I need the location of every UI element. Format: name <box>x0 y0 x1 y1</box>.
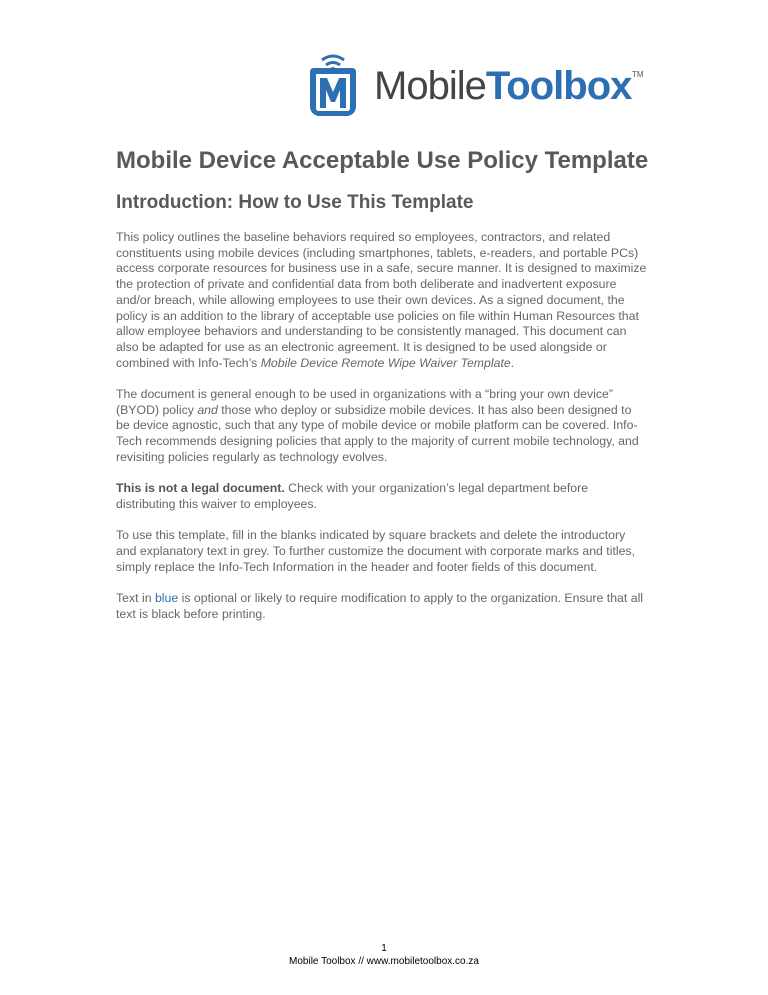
mobile-toolbox-logo-icon <box>300 50 366 120</box>
legal-disclaimer-bold: This is not a legal document. <box>116 481 285 496</box>
paragraph-line: the protection of private and confidential data from both deliberate and inadvertent exposure <box>116 277 617 292</box>
paragraph-line: be device agnostic, such that any type of mobile device or mobile platform can be covered. Info- <box>116 418 638 433</box>
trademark-mark: TM <box>632 70 644 79</box>
page-number: 1 <box>381 943 387 954</box>
emphasis-and: and <box>197 402 218 417</box>
paragraph-line: Text in blue is optional or likely to require modification to apply to the organization. Ensure that all <box>116 591 644 606</box>
paragraph-line: (BYOD) policy and those who deploy or subsidize mobile devices. It has also been designed to <box>116 402 632 417</box>
document-title: Mobile Device Acceptable Use Policy Template <box>116 147 649 174</box>
paragraph-line: and/or breach, while allowing employees to use their own devices. As a signed document, the <box>116 292 625 307</box>
footer-text: Mobile Toolbox // www.mobiletoolbox.co.za <box>289 956 479 967</box>
logo-wordmark: MobileToolbox <box>374 64 632 108</box>
paragraph-line: combined with Info-Tech’s Mobile Device Remote Wipe Waiver Template. <box>116 355 515 370</box>
paragraph-line: revisiting policies regularly as technology evolves. <box>116 449 388 464</box>
paragraph-line: To use this template, fill in the blanks indicated by square brackets and delete the introductory <box>116 528 626 543</box>
section-heading: Introduction: How to Use This Template <box>116 192 474 213</box>
paragraph-line: distributing this waiver to employees. <box>116 496 317 511</box>
legal-disclaimer-paragraph <box>116 481 676 512</box>
paragraph-line: allow employee behaviors and understanding to be consistently managed. This document can <box>116 324 627 339</box>
paragraph-line: access corporate resources for business use in a safe, secure manner. It is designed to maximize <box>116 261 647 276</box>
paragraph-line: This policy outlines the baseline behaviors required so employees, contractors, and related <box>116 230 611 244</box>
paragraph-line: also be adapted for use as an electronic agreement. It is designed to be used alongside or <box>116 339 607 354</box>
scope-paragraph <box>116 387 676 466</box>
paragraph-line: policy is an addition to the library of acceptable use policies on file within Human Resources that <box>116 308 639 323</box>
paragraph-line: This is not a legal document. Check with your organization’s legal department before <box>116 481 589 496</box>
paragraph-line: simply replace the Info-Tech Information in the header and footer fields of this document. <box>116 559 598 574</box>
instructions-paragraph <box>116 528 676 575</box>
referenced-template-title: Mobile Device Remote Wipe Waiver Template <box>260 355 511 370</box>
paragraph-line: The document is general enough to be used in organizations with a “bring your own device” <box>116 387 613 402</box>
color-note-paragraph <box>116 591 676 622</box>
brand-logo <box>300 50 660 120</box>
blue-text-sample: blue <box>154 591 179 606</box>
paragraph-line: text is black before printing. <box>116 606 266 621</box>
paragraph-line: Tech recommends designing policies that apply to the majority of current mobile technology, and <box>116 434 639 449</box>
paragraph-line: constituents using mobile devices (including smartphones, tablets, e-readers, and portable PCs) <box>116 245 639 260</box>
intro-paragraph <box>116 230 676 371</box>
paragraph-line: and explanatory text in grey. To further customize the document with corporate marks and titles, <box>116 544 636 559</box>
page-footer <box>0 942 768 968</box>
document-body <box>116 230 676 638</box>
